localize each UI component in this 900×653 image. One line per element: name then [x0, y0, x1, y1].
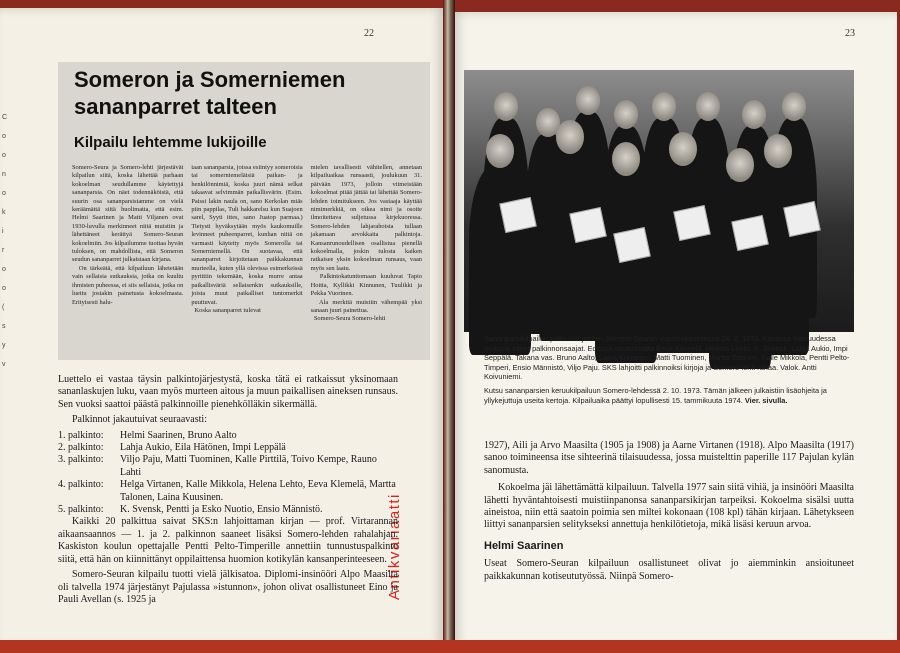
edge-letter: y	[2, 342, 6, 349]
prize-label: 3. palkinto:	[58, 454, 104, 466]
caption-photo: Sananparsikilpailun palkinnot jaettiin Somero-Seuran vuosikokouksessa 24. 2. 1974. Kuvassa tilaisuudessa mukana olleet palkinnonsaajat. Edessä vasemmalta Eeva Klemelä, Helena Lehto, K. Svensk, Lahja Aukio, Impi Seppälä. Takana vas. Bruno Aalto, Laina Kuusinen, Matti Tuominen, Martta Talonen, Kalle Mikkola, Pentti Pelto-Timperi, Ensio Männistö, Viljo Paju. SKS lahjoitti palkinnoiksi kirjoja ja Somero-lehti rahaa. Valok. Antti Koivuniemi.	[484, 334, 850, 382]
right-body-text	[484, 440, 854, 588]
person-head	[576, 86, 600, 115]
clipping-column-3: mielen tavallisesti vähitellen, annetaan kilpailuaikaa runsaasti, joulukuun 31. päivään 1973, jolloin viimeistään kokoelmat pitää jättää tai lähettää Somero-lehden toimitukseen. Jos vastaaja käyttää nimimerkkiä, on oikea nimi ja osoite ilmoitettava suljetussa kirjekuoressa. Somero-lehden lahjarahoista tullaan jakamaan arvokkaita palkintoja. Kansanrunoudellisen osallistua pienellä kokoelmalla, joskin tulosta kaiken ratkaisee yksin kokoelman runsaus, vaan myös sen laatu. Palkintokatunttomaan kuuluvat Tapio Hoitta, Kyllikki Kinnunen, Tuulikki ja Pekka Vuorinen. Ala merkitä muistiin vähempää yksi sanaan juuri painettua. Somero-Seura Somero-lehti	[310, 164, 422, 323]
page-number-left: 22	[364, 28, 374, 39]
caption-clipping	[484, 386, 854, 405]
edge-letter: C	[2, 114, 8, 121]
page-number-right: 23	[845, 28, 855, 39]
photo-caption	[484, 334, 854, 409]
person-head	[486, 134, 514, 168]
paragraph-intro: Luettelo ei vastaa täysin palkintojärjestystä, koska tätä ei ratkaissut yksinomaan sananlaskujen luku, vaan myös murteen aitous ja muun paikallisen aineksen runsaus. Sen vuoksi saattoi päästä palkinnoille pienehkölläkin sikermällä.	[58, 374, 398, 410]
edge-letter: n	[2, 171, 6, 178]
prizes-intro: Palkinnot jakautuivat seuraavasti:	[72, 414, 207, 426]
person-head	[556, 120, 584, 154]
person-body	[652, 163, 714, 353]
edge-letter: s	[2, 323, 6, 330]
clipping-subheadline: Kilpailu lehtemme lukijoille	[74, 134, 267, 151]
prize-row	[58, 442, 398, 454]
paragraph-continued: 1927), Aili ja Arvo Maasilta (1905 ja 1908) ja Aarne Virtanen (1918). Alpo Maasilta (1917) sanoo toimineensa itse sihteerinä tilaisuudessa, jossa muistelttin paperille 117 Pajulan kylän sanomusta.	[484, 440, 854, 476]
prize-row	[58, 430, 398, 442]
person-head	[614, 100, 638, 129]
edge-letter: v	[2, 361, 6, 368]
prize-winners: Helga Virtanen, Kalle Mikkola, Helena Lehto, Eeva Klemelä, Martta Talonen, Laina Kuusinen.	[120, 479, 396, 503]
prize-list	[58, 430, 398, 517]
person-body	[747, 165, 809, 355]
prize-row	[58, 454, 398, 479]
clipping-column-1: Somero-Seura ja Somero-lehti järjestävät kilpailun siitä, koska lähettää parhaan kokoelman seudullamme käytettyjä sananparsia. On näet todennäköistä, että suurin osa sananparsistamme on vielä keräämättä siitä huolimatta, että esim. Helmi Saarinen ja Matti Viljanen ovat 1930-luvulla merkinneet niitä muistiin ja lähettäneet kerättyä Somero-Seuran kokoelmiin. Jos kilpailumme tuottaa hyvän tuloksen, on mahdollista, että Someron seudun sananparret julkaistaan kirjana. On tärkeätä, että kilpailuun lähetetään vain sellaisia sutkauksia, jotka on kuultu ihmisten puheessa, ei siis sellaisia, jotka on luettu jostakin painetusta kokoelmasta. Erityisesti halu-	[72, 164, 184, 306]
group-photo	[464, 70, 854, 332]
person-head	[669, 132, 697, 166]
person-head	[652, 92, 676, 121]
edge-letter: o	[2, 190, 6, 197]
person-head	[696, 92, 720, 121]
person-head	[494, 92, 518, 121]
caption-clipping-text: Kutsu sananparsien keruukilpailuun Somero-lehdessä 2. 10. 1973. Tämän jälkeen julkaistiin lisäohjeita ja yllykejuttuja useita kertoja. Kilpailuaika päättyi lopullisesti 15. tammikuuta 1974.	[484, 385, 827, 405]
prize-winners: Helmi Saarinen, Bruno Aalto	[120, 429, 237, 441]
edge-letter: o	[2, 133, 6, 140]
caption-clipping-ref: Vier. sivulla.	[744, 395, 788, 405]
edge-letter: o	[2, 285, 6, 292]
prize-row	[58, 504, 398, 516]
person-body	[539, 151, 601, 341]
person-head	[782, 92, 806, 121]
facing-page-edge-letters	[2, 108, 10, 374]
prize-winners: K. Svensk, Pentti ja Esko Nuotio, Ensio Männistö.	[120, 504, 323, 516]
left-body-text	[58, 374, 398, 609]
edge-letter: i	[2, 228, 4, 235]
book-gutter	[443, 0, 455, 653]
prize-label: 5. palkinto:	[58, 504, 104, 516]
person-head	[764, 134, 792, 168]
paragraph-2: Kaikki 20 palkittua saivat SKS:n lahjoittaman kirjan — prof. Virtarannan aikaansaannos — 1. ja 2. palkinnon saaneet lisäksi Somero-lehden rahalahjan. Kaskiston koulun opettajalle Pentti Pelto-Timperille annettiin tunnustuspalkinto siitä, että hän on kiinnittänyt oppilaittensa huomion kotikylän kansanperinteeseen.	[58, 516, 398, 565]
newspaper-clipping	[58, 62, 430, 360]
clipping-column-2: taan sananparsia, joissa esiintyy someroisia tai somerniemeläisiä paikan- ja henkilönnimiä, koska juuri nämä selkat takaavat selvimmän paikallisvärin. (Esim. Paissi lakin naula on, sano Kerkolan miäs piin pappilas, Tuli hakkarelsu kun Suajoen sarel, Syyti ittes, sano Juatop parmaa.) Tietysti hyväksytään myös kaukomuille levinneet puheenparret, kunhan niitä on varmasti käytetty myös Somerolla tai Somerniemellä. On suotavaa, että sananparret kirjoitetaan paikkakunnan murteella, kuten yllä olevissa esimerkeissä pyrittiin tekemään, koska murre antaa paikallisväriä sellaisenkin sutkauksille, joista muut paikalliset tuntomerkit puuttuvat. Koska sananparret tulevat	[191, 164, 303, 314]
edge-letter: o	[2, 152, 6, 159]
prize-label: 1. palkinto:	[58, 429, 104, 441]
section-heading: Helmi Saarinen	[484, 539, 564, 552]
paragraph-collection: Kokoelma jäi lähettämättä kilpailuun. Talvella 1977 sain siitä vihiä, ja insinööri Maasilta lähetti hyväntahtoisesti muistiinpanonsa sananparsikirjan tarpeiksi. Kokoelma sisälsi uutta aineistoa, niin että saatoin poimia sen miltei kokonaan (108 kpl) tähän kirjaan. Lähetykseen liittyi sananparsien selitykseksi annettuja henkilötietoja, mikä lisäsi keruun arvoa.	[484, 482, 854, 531]
clipping-headline: Someron ja Somerniemen sananparret talteen	[74, 67, 346, 119]
prize-winners: Lahja Aukio, Eila Hätönen, Impi Leppälä	[120, 442, 286, 454]
paragraph-helmi: Useat Somero-Seuran kilpailuun osallistuneet olivat jo aiemminkin ansioituneet paikkakunnan kotiseututyössä. Niinpä Somero-	[484, 558, 854, 582]
prize-label: 2. palkinto:	[58, 442, 104, 454]
edge-letter: (	[2, 304, 5, 311]
person-head	[612, 142, 640, 176]
person-head	[726, 148, 754, 182]
cover-edge	[0, 640, 900, 653]
edge-letter: k	[2, 209, 6, 216]
clipping-columns	[72, 164, 422, 354]
prize-label: 4. palkinto:	[58, 479, 104, 491]
prize-row	[58, 479, 398, 504]
person-body	[469, 165, 531, 355]
watermark-text: Antikvariaatti	[386, 493, 403, 600]
edge-letter: r	[2, 247, 5, 254]
paragraph-3: Somero-Seuran kilpailu tuotti vielä jälkisatoa. Diplomi-insinööri Alpo Maasilta oli talvella 1974 järjestänyt Pajulassa »istunnon», johon olivat osallistuneet Eino ja Pauli Avellan (s. 1925 ja	[58, 569, 398, 605]
edge-letter: o	[2, 266, 6, 273]
person-head	[742, 100, 766, 129]
prize-winners: Viljo Paju, Matti Tuominen, Kalle Pirttilä, Toivo Kempe, Rauno Lahti	[120, 454, 377, 478]
